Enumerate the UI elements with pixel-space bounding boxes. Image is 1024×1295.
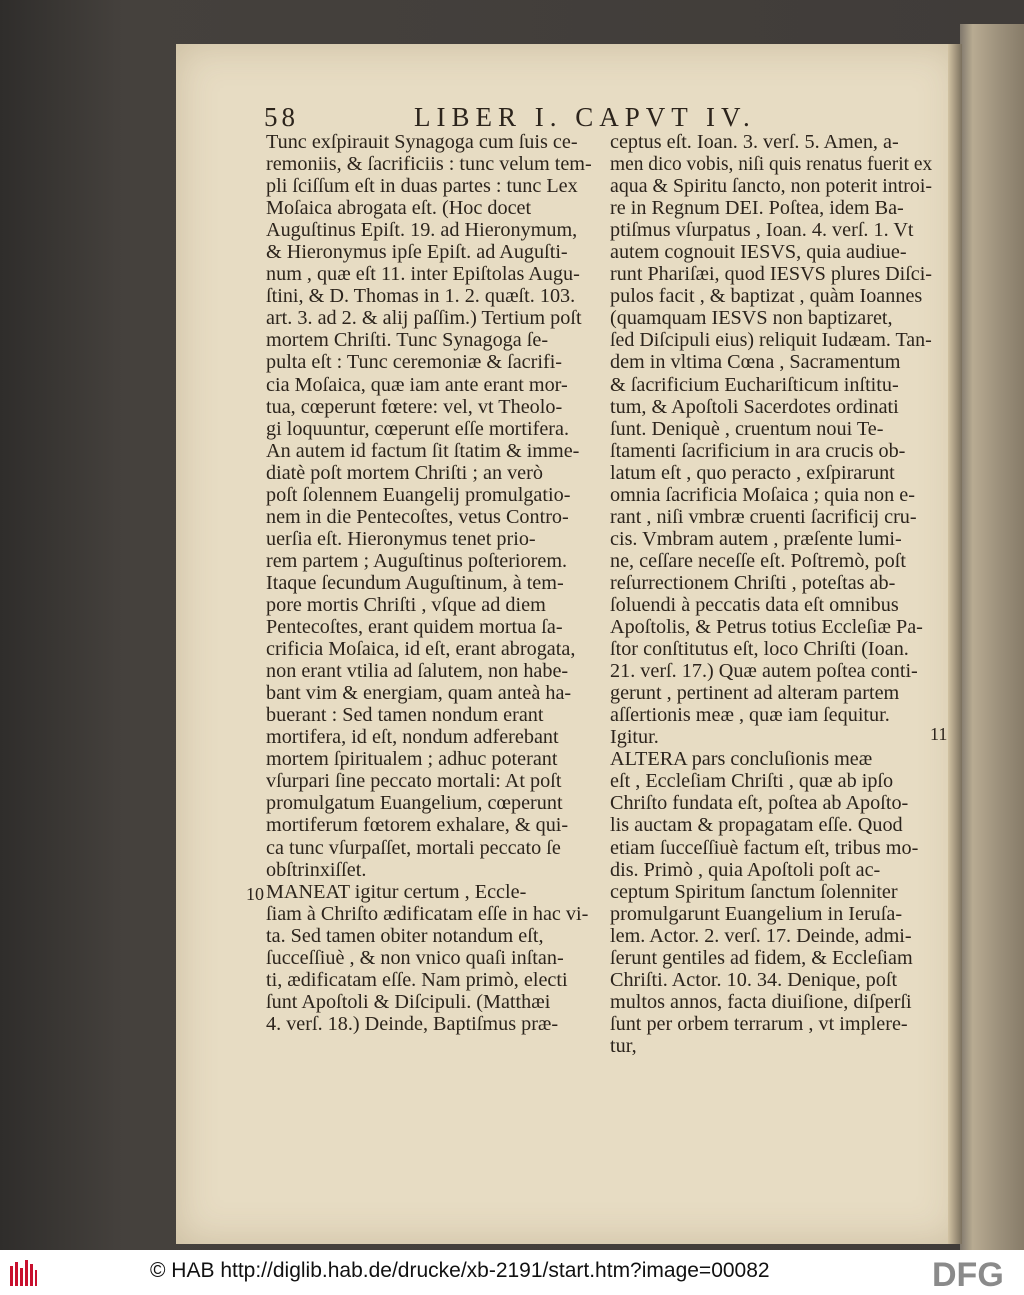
right-column-line: gerunt , pertinent ad alteram partem: [610, 682, 900, 705]
right-column-line: promulgarunt Euangelium in Ieruſa-: [610, 902, 903, 925]
left-column-line: vſurpari ſine peccato mortali: At poſt: [266, 770, 562, 793]
right-column-line: re in Regnum DEI. Poſtea, idem Ba-: [610, 197, 904, 220]
left-column-line: obſtrinxiſſet.: [266, 858, 367, 881]
page-number: 58: [264, 102, 299, 132]
right-column-line: etiam ſucceſſiuè factum eſt, tribus mo-: [610, 836, 919, 859]
right-column-line: multos annos, facta diuiſione, diſperſi: [610, 990, 912, 1013]
right-text-column: [610, 131, 932, 1057]
footer-bar: [0, 1250, 1024, 1295]
right-column-line: aqua & Spiritu ſancto, non poterit introi-: [610, 175, 932, 198]
right-column-line: & ſacrificium Euchariſticum inſtitu-: [610, 373, 899, 396]
left-column-line: pli ſciſſum eſt in duas partes : tunc Lex: [266, 175, 578, 198]
right-column-line: latum eſt , quo peracto , exſpirarunt: [610, 461, 895, 484]
right-column-line: (quamquam IESVS non baptizaret,: [610, 307, 893, 330]
left-column-line: uerſia eſt. Hieronymus tenet prio-: [266, 527, 536, 550]
left-column-line: An autem id factum ſit ſtatim & imme-: [266, 439, 580, 462]
right-column-line: ſunt per orbem terrarum , vt implere-: [610, 1012, 908, 1035]
right-column-line: lem. Actor. 2. verſ. 17. Deinde, admi-: [610, 924, 912, 947]
left-column-line: mortem Chriſti. Tunc Synagoga ſe-: [266, 329, 549, 352]
left-column-line: ti, ædificatam eſſe. Nam primò, electi: [266, 968, 568, 991]
right-column-line: ceptum Spiritum ſanctum ſolenniter: [610, 880, 898, 903]
left-column-line: 4. verſ. 18.) Deinde, Baptiſmus præ-: [266, 1012, 559, 1035]
facing-page-edge: [960, 24, 1024, 1250]
svg-text:DFG: DFG: [932, 1256, 1004, 1290]
left-column-line: remoniis, & ſacrificiis : tunc velum tem-: [266, 153, 592, 176]
right-column-line: lis auctam & propagatam eſſe. Quod: [610, 814, 903, 837]
left-column-line: nem in die Pentecoſtes, vetus Contro-: [266, 505, 569, 528]
left-text-column: [266, 131, 596, 1035]
right-column-line: cis. Vmbram autem , præſente lumi-: [610, 527, 902, 550]
right-column-line: ptiſmus vſurpatus , Ioan. 4. verſ. 1. Vt: [610, 219, 914, 242]
left-column-line: art. 3. ad 2. & alij paſſim.) Tertium poſt: [266, 307, 582, 330]
right-column-line: ſunt. Deniquè , cruentum noui Te-: [610, 417, 884, 440]
left-column-line: pulta eſt : Tunc ceremoniæ & ſacrifi-: [266, 351, 563, 374]
left-column-line: ſucceſſiuè , & non vnico quaſi inſtan-: [266, 946, 564, 969]
right-column-line: runt Phariſæi, quod IESVS plures Diſci-: [610, 263, 933, 286]
footer-source-link[interactable]: © HAB http://diglib.hab.de/drucke/xb-2191/start.htm?image=00082: [150, 1259, 770, 1282]
left-column-line: tua, cœperunt fœtere: vel, vt Theolo-: [266, 395, 563, 418]
right-column-line: ſed Diſcipuli eius) reliquit Iudæam. Tan-: [610, 329, 932, 352]
left-column-line: Pentecoſtes, erant quidem mortua ſa-: [266, 616, 563, 639]
left-column-line: & Hieronymus ipſe Epiſt. ad Auguſti-: [266, 241, 568, 264]
left-column-line: num , quæ eſt 11. inter Epiſtolas Augu-: [266, 263, 580, 286]
left-column-line: crificia Moſaica, id eſt, erant abrogata,: [266, 638, 576, 661]
page-gutter: [948, 44, 962, 1244]
left-column-line: Itaque ſecundum Auguſtinum, à tem-: [266, 571, 564, 594]
left-column-line: rem partem ; Auguſtinus poſteriorem.: [266, 549, 568, 572]
right-column-line: dis. Primò , quia Apoſtoli poſt ac-: [610, 858, 881, 881]
left-column-line: ſiam à Chriſto ædificatam eſſe in hac vi-: [266, 902, 589, 925]
right-column-line: aſſertionis meæ , quæ iam ſequitur.: [610, 704, 890, 727]
left-column-line: Auguſtinus Epiſt. 19. ad Hieronymum,: [266, 219, 578, 242]
left-column-line: gi loquuntur, cœperunt eſſe mortifera.: [266, 417, 570, 440]
left-column-line: buerant : Sed tamen nondum erant: [266, 704, 544, 727]
margin-number-right: 11: [930, 724, 948, 744]
left-column-line: poſt ſolennem Euangelij promulgatio-: [266, 483, 571, 506]
left-column-line: Tunc exſpirauit Synagoga cum ſuis ce-: [266, 131, 578, 153]
right-column-line: Chriſto fundata eſt, poſtea ab Apoſto-: [610, 792, 909, 815]
right-column-line: omnia ſacrificia Moſaica ; quia non e-: [610, 483, 915, 506]
left-column-line: mortem ſpiritualem ; adhuc poterant: [266, 748, 558, 771]
hab-logo-icon: [8, 1258, 38, 1288]
right-column-line: tur,: [610, 1034, 637, 1057]
right-column-line: Igitur.: [610, 726, 659, 749]
left-column-line: promulgatum Euangelium, cœperunt: [266, 792, 563, 815]
right-column-line: reſurrectionem Chriſti , poteſtas ab-: [610, 571, 896, 594]
left-column-line: mortiferum fœtorem exhalare, & qui-: [266, 814, 569, 837]
right-column-line: ſoluendi à peccatis data eſt omnibus: [610, 593, 899, 616]
right-column-line: Chriſti. Actor. 10. 34. Denique, poſt: [610, 968, 898, 991]
right-column-line: 21. verſ. 17.) Quæ autem poſtea conti-: [610, 660, 918, 683]
left-column-line: ta. Sed tamen obiter notandum eſt,: [266, 924, 544, 947]
right-column-line: rant , niſi vmbræ cruenti ſacrificij cru-: [610, 505, 917, 528]
right-column-line: men dico vobis, niſi quis renatus fuerit ex: [610, 153, 933, 176]
left-column-line: ca tunc vſurpaſſet, mortali peccato ſe: [266, 836, 561, 859]
right-column-line: ceptus eſt. Ioan. 3. verſ. 5. Amen, a-: [610, 131, 899, 153]
right-column-line: tum, & Apoſtoli Sacerdotes ordinati: [610, 395, 899, 418]
dfg-logo: [930, 1256, 1016, 1290]
left-column-line: ſunt Apoſtoli & Diſcipuli. (Matthæi: [266, 990, 551, 1013]
left-column-line: non erant vtilia ad ſalutem, non habe-: [266, 660, 569, 683]
left-column-line: MANEAT igitur certum , Eccle-: [266, 880, 527, 903]
left-column-line: ſtini, & D. Thomas in 1. 2. quæſt. 103.: [266, 285, 576, 308]
right-column-line: ſtamenti ſacrificium in ara crucis ob-: [610, 439, 906, 462]
right-column-line: pulos facit , & baptizat , quàm Ioannes: [610, 285, 923, 308]
left-column-line: diatè poſt mortem Chriſti ; an verò: [266, 461, 543, 484]
right-column-line: ALTERA pars concluſionis meæ: [610, 748, 873, 771]
right-column-line: Apoſtolis, & Petrus totius Eccleſiæ Pa-: [610, 616, 923, 639]
right-column-line: dem in vltima Cœna , Sacramentum: [610, 351, 901, 374]
margin-number-left: 10: [246, 884, 264, 904]
right-column-line: ſerunt gentiles ad fidem, & Eccleſiam: [610, 946, 913, 969]
right-column-line: ſtor conſtitutus eſt, loco Chriſti (Ioan.: [610, 638, 909, 661]
left-column-line: pore mortis Chriſti , vſque ad diem: [266, 593, 546, 616]
left-column-line: Moſaica abrogata eſt. (Hoc docet: [266, 197, 532, 220]
left-column-line: mortifera, id eſt, nondum adferebant: [266, 726, 559, 749]
left-column-line: cia Moſaica, quæ iam ante erant mor-: [266, 373, 568, 396]
running-title: LIBER I. CAPVT IV.: [414, 102, 756, 132]
right-column-line: eſt , Eccleſiam Chriſti , quæ ab ipſo: [610, 770, 894, 793]
right-column-line: autem cognouit IESVS, quia audiue-: [610, 241, 907, 264]
right-column-line: ne, ceſſare neceſſe eſt. Poſtremò, poſt: [610, 549, 906, 572]
left-column-line: bant vim & energiam, quam anteà ha-: [266, 682, 572, 705]
